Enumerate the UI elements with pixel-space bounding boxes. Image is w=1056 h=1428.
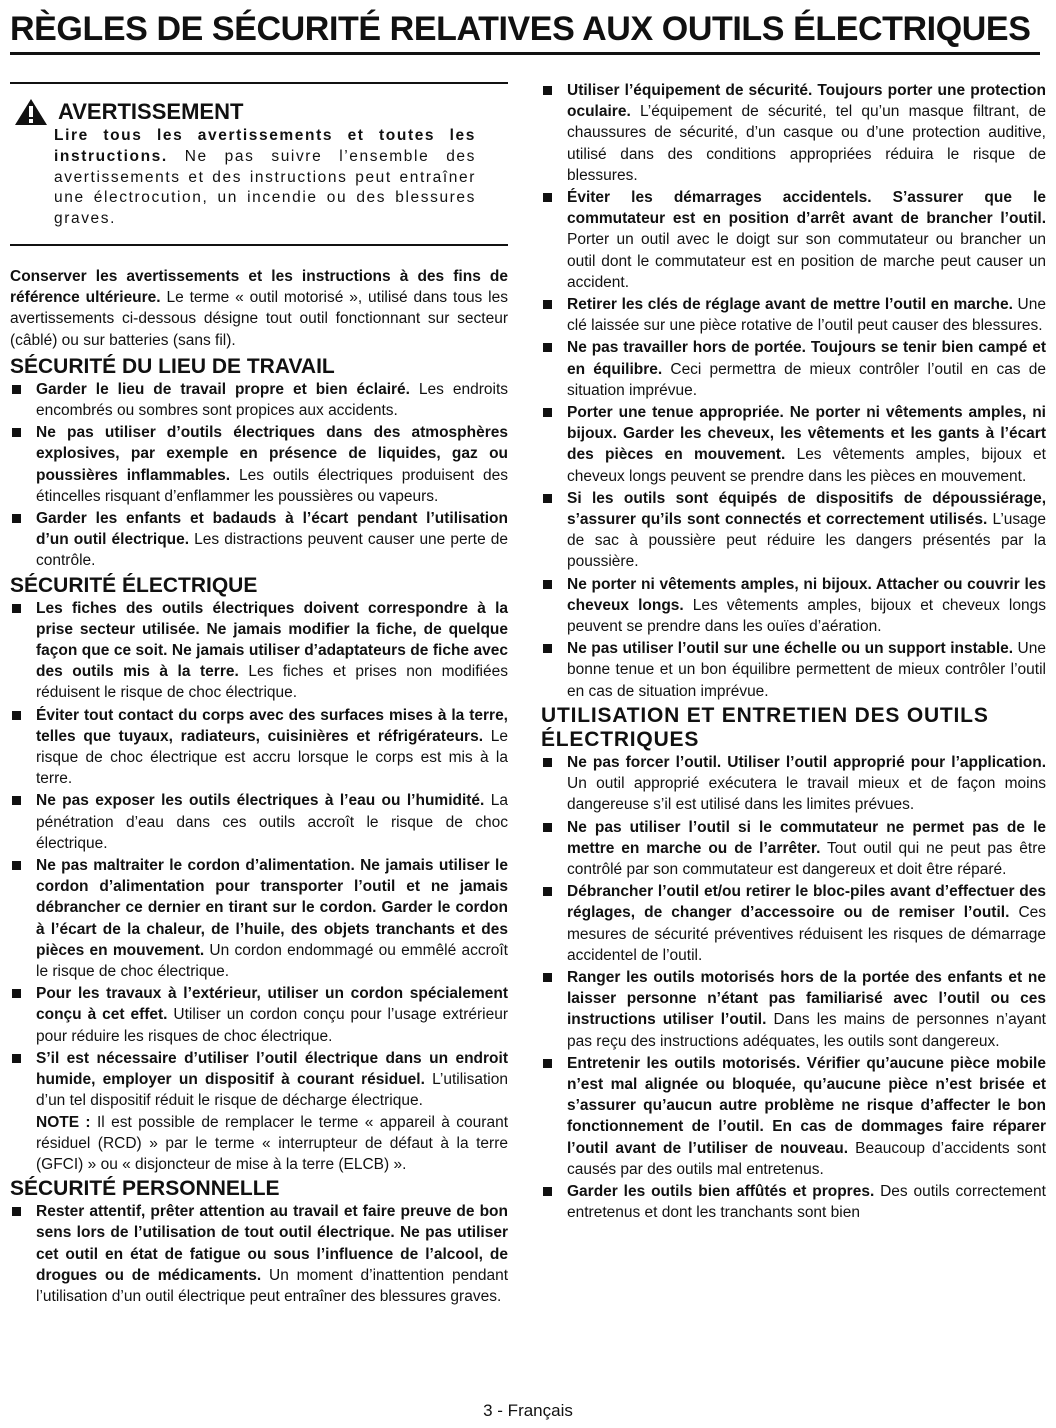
- intro-paragraph: [10, 266, 508, 351]
- heading-electrical: SÉCURITÉ ÉLECTRIQUE: [10, 573, 258, 597]
- warning-header: [14, 98, 508, 126]
- list-item: Garder les outils bien affûtés et propres. Des outils correctement entretenus et dont les tranchants sont bien: [541, 1181, 1046, 1223]
- list-item: Ne pas utiliser d’outils électriques dans des atmosphères explosives, par exemple en présence de liquides, gaz ou poussières inflammables. Les outils électriques produisent des étincelles risquant d’enflammer les poussières ou vapeurs.: [10, 422, 508, 507]
- list-item: Ne pas travailler hors de portée. Toujours se tenir bien campé et en équilibre. Ceci permettra de mieux contrôler l’outil en cas de situation imprévue.: [541, 337, 1046, 401]
- list-item: Ne pas utiliser l’outil sur une échelle ou un support instable. Une bonne tenue et un bon équilibre permettent de mieux contrôler l’outil en cas de situation imprévue.: [541, 638, 1046, 702]
- heading-work-area: SÉCURITÉ DU LIEU DE TRAVAIL: [10, 354, 335, 378]
- warning-text: [54, 126, 476, 230]
- list-item: Rester attentif, prêter attention au travail et faire preuve de bon sens lors de l’utilisation de tout outil électrique. Ne pas utiliser cet outil en état de fatigue ou sous l’influence de l’alcool, de drogues ou de médicaments. Un moment d’inattention pendant l’utilisation d’un outil électrique peut entraîner des blessures graves.: [10, 1201, 508, 1307]
- list-item: Ne pas utiliser l’outil si le commutateur ne permet pas de le mettre en marche ou de l’arrêter. Tout outil qui ne peut pas être contrôlé par son commutateur est dangereux et doit être réparé.: [541, 817, 1046, 881]
- heading-personal: SÉCURITÉ PERSONNELLE: [10, 1177, 280, 1201]
- personal-list-left: [10, 1201, 508, 1307]
- intro-text: Le terme « outil motorisé », utilisé dans tous les avertissements ci-dessous désigne tout outil fonctionnant sur secteur (câblé) ou sur batteries (sans fil).: [10, 289, 508, 349]
- heading-tool-use: UTILISATION ET ENTRETIEN DES OUTILS ÉLECTRIQUES: [541, 703, 989, 751]
- electrical-list: [10, 598, 508, 1175]
- tool-use-list: [541, 752, 1046, 1223]
- right-column: [541, 80, 1046, 1224]
- page-title: RÈGLES DE SÉCURITÉ RELATIVES AUX OUTILS ÉLECTRIQUES: [10, 6, 1040, 55]
- list-item: Garder les enfants et badauds à l’écart pendant l’utilisation d’un outil électrique. Les distractions peuvent causer une perte de contrôle.: [10, 508, 508, 572]
- note-paragraph: NOTE : Il est possible de remplacer le terme « appareil à courant résiduel (RCD) » par le terme « interrupteur de défaut à la terre (GFCI) » ou « disjoncteur de mise à la terre (ELCB) ».: [36, 1113, 509, 1173]
- warning-body: Ne pas suivre l’ensemble des avertissements et des instructions peut entraîner une électrocution, un incendie ou des blessures graves.: [54, 147, 476, 228]
- list-item: Ne pas maltraiter le cordon d’alimentation. Ne jamais utiliser le cordon d’alimentation pour transporter l’outil et ne jamais débrancher ce dernier en tirant sur le cordon. Garder le cordon à l’écart de la chaleur, de l’huile, des objets tranchants et des pièces en mouvement. Un cordon endommagé ou emmêlé accroît le risque de choc électrique.: [10, 855, 508, 982]
- list-item: Ne pas forcer l’outil. Utiliser l’outil approprié pour l’application. Un outil approprié exécutera le travail mieux et de façon moins dangereuse s’il est utilisé dans les limites prévues.: [541, 752, 1046, 816]
- list-item: Débrancher l’outil et/ou retirer le bloc-piles avant d’effectuer des réglages, de changer d’accessoire ou de remiser l’outil. Ces mesures de sécurité préventives réduisent les risques de démarrage accidentel de l’outil.: [541, 881, 1046, 966]
- list-item: Éviter tout contact du corps avec des surfaces mises à la terre, telles que tuyaux, radiateurs, cuisinières et réfrigérateurs. Le risque de choc électrique est accru lorsque le corps est mis à la terre.: [10, 705, 508, 790]
- list-item: Retirer les clés de réglage avant de mettre l’outil en marche. Une clé laissée sur une pièce rotative de l’outil peut causer des blessures.: [541, 294, 1046, 336]
- list-item: Garder le lieu de travail propre et bien éclairé. Les endroits encombrés ou sombres sont propices aux accidents.: [10, 379, 508, 421]
- list-item: Ranger les outils motorisés hors de la portée des enfants et ne laisser personne n’étant pas familiarisé avec l’outil ou ces instructions utiliser l’outil. Dans les mains de personnes n’ayant pas reçu des instructions adéquates, les outils sont dangereux.: [541, 967, 1046, 1052]
- list-item: Utiliser l’équipement de sécurité. Toujours porter une protection oculaire. L’équipement de sécurité, tel qu’un masque filtrant, de chaussures de sécurité, d’un casque ou d’une protection auditive, utilisé dans des conditions appropriées réduira le risque de blessures.: [541, 80, 1046, 186]
- list-item: Entretenir les outils motorisés. Vérifier qu’aucune pièce mobile n’est mal alignée ou bloquée, qu’aucune pièce n’est brisée et s’assurer qu’aucun autre problème ne risque d’affecter le bon fonctionnement de l’outil. En cas de dommages faire réparer l’outil avant de l’utiliser de nouveau. Beaucoup d’accidents sont causés par des outils mal entretenus.: [541, 1053, 1046, 1180]
- personal-list-right: [541, 80, 1046, 702]
- warning-triangle-icon: [14, 98, 48, 126]
- page-number: 3 - Français: [483, 1401, 573, 1420]
- list-item: Ne porter ni vêtements amples, ni bijoux. Attacher ou couvrir les cheveux longs. Les vêtements amples, bijoux et cheveux longs peuvent se prendre dans les ouïes d’aération.: [541, 574, 1046, 638]
- warning-bold: Lire tous les avertissements et toutes les instructions.: [54, 127, 476, 165]
- list-item: Éviter les démarrages accidentels. S’assurer que le commutateur est en position d’arrêt avant de brancher l’outil. Porter un outil avec le doigt sur son commutateur ou brancher un outil dont le commutateur est en position de marche peut causer un accident.: [541, 187, 1046, 293]
- list-item: S’il est nécessaire d’utiliser l’outil électrique dans un endroit humide, employer un dispositif à courant résiduel. L’utilisation d’un tel dispositif réduit le risque de décharge électrique. NOTE : Il est possible de remplacer le terme « appareil à courant résiduel (RCD) » par le terme « interrupteur de défaut à la terre (GFCI) » ou « disjoncteur de mise à la terre (ELCB) ».: [10, 1048, 508, 1175]
- warning-title: AVERTISSEMENT: [58, 99, 244, 124]
- list-item: Les fiches des outils électriques doivent correspondre à la prise secteur utilisée. Ne jamais modifier la fiche, de quelque façon que ce soit. Ne jamais utiliser d’adaptateurs de fiche avec des outils mis à la terre. Les fiches et prises non modifiées réduisent le risque de choc électrique.: [10, 598, 508, 704]
- list-item: Ne pas exposer les outils électriques à l’eau ou l’humidité. La pénétration d’eau dans ces outils accroît le risque de choc électrique.: [10, 790, 508, 854]
- list-item: Si les outils sont équipés de dispositifs de dépoussiérage, s’assurer qu’ils sont connectés et correctement utilisés. L’usage de sac à poussière peut réduire les dangers présentés par la poussière.: [541, 488, 1046, 573]
- left-column: [10, 78, 508, 1308]
- intro-bold: Conserver les avertissements et les instructions à des fins de référence ultérieure.: [10, 267, 508, 307]
- list-item: Porter une tenue appropriée. Ne porter ni vêtements amples, ni bijoux. Garder les cheveux, les vêtements et les gants à l’écart des pièces en mouvement. Les vêtements amples, bijoux et cheveux longs peuvent se prendre dans les pièces en mouvement.: [541, 402, 1046, 487]
- warning-box: [10, 82, 508, 246]
- list-item: Pour les travaux à l’extérieur, utiliser un cordon spécialement conçu à cet effet. Utiliser un cordon conçu pour l’usage extrérieur pour réduire les risques de choc électrique.: [10, 983, 508, 1047]
- work-area-list: [10, 379, 508, 572]
